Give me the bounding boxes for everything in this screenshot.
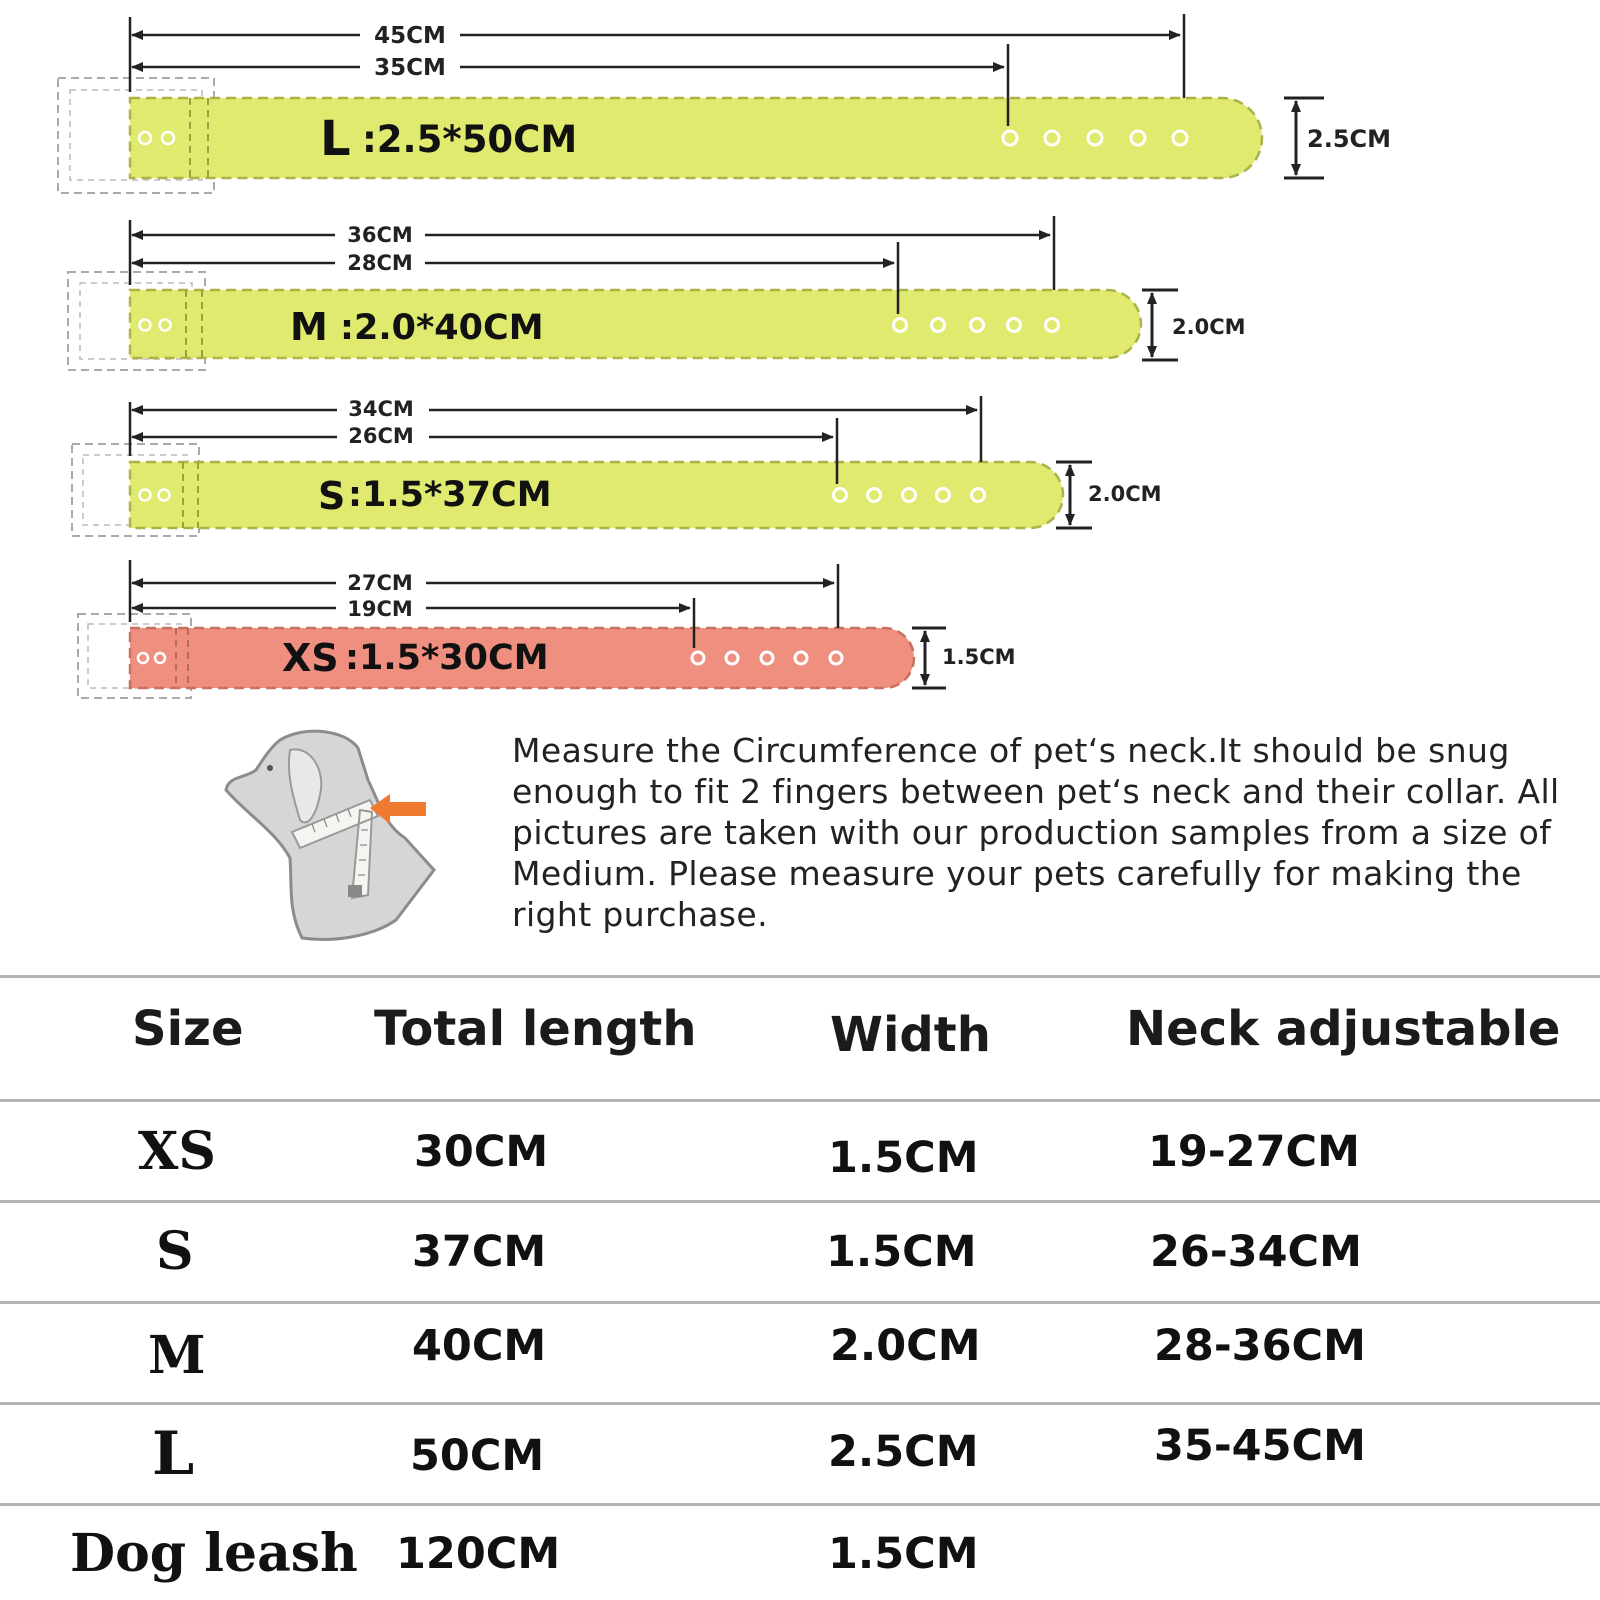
- dog-neck-measure-icon: [220, 720, 450, 950]
- collar-l-strap: [130, 98, 1262, 178]
- dimension-xs-max-label: 27CM: [347, 571, 413, 595]
- table-divider: [0, 1301, 1600, 1304]
- collar-m-spec: :2.0*40CM: [340, 308, 544, 348]
- row-leash-width: 1.5CM: [828, 1529, 979, 1579]
- row-s-length: 37CM: [412, 1227, 547, 1277]
- collar-l-size-letter: L: [320, 111, 351, 167]
- dimension-l-min-label: 35CM: [374, 55, 446, 81]
- measurement-instructions: Measure the Circumference of pet‘s neck.It should be snug enough to fit 2 fingers between pet‘s neck and their collar. All pictures are taken with our production samples from a size of Medium. Please measure your pets carefully for making the right purchase.: [512, 731, 1560, 934]
- row-l-length: 50CM: [410, 1431, 545, 1481]
- collar-l-spec: :2.5*50CM: [362, 118, 578, 161]
- dog-eye: [267, 765, 273, 771]
- row-leash-size: Dog leash: [70, 1523, 358, 1584]
- dimension-m-min-label: 28CM: [347, 251, 413, 275]
- row-l-size: L: [152, 1419, 195, 1489]
- row-m-size: M: [148, 1325, 206, 1386]
- row-s-neck: 26-34CM: [1150, 1227, 1362, 1277]
- collar-xs-size-letter: XS: [282, 636, 339, 680]
- table-divider: [0, 1099, 1600, 1102]
- collar-m-strap: [130, 290, 1141, 358]
- collar-m-size-letter: M: [290, 305, 328, 349]
- collar-s: [72, 395, 1162, 536]
- row-leash-length: 120CM: [396, 1529, 561, 1579]
- header-size: Size: [132, 1001, 244, 1057]
- table-divider: [0, 1200, 1600, 1203]
- row-s-width: 1.5CM: [826, 1227, 977, 1277]
- row-s-size: S: [156, 1221, 194, 1282]
- row-m-width: 2.0CM: [830, 1321, 981, 1371]
- row-xs-length: 30CM: [414, 1127, 549, 1177]
- table-divider: [0, 975, 1600, 978]
- header-width: Width: [830, 1007, 991, 1063]
- collar-size-diagram: [0, 0, 1600, 720]
- dimension-s-min-label: 26CM: [348, 424, 414, 448]
- collar-s-strap: [130, 462, 1063, 528]
- row-m-neck: 28-36CM: [1154, 1321, 1366, 1371]
- row-l-width: 2.5CM: [828, 1427, 979, 1477]
- collar-xs-width-dimension: [912, 628, 946, 688]
- row-l-neck: 35-45CM: [1154, 1421, 1366, 1471]
- collar-l: [58, 14, 1391, 193]
- collar-xs: [78, 560, 1016, 698]
- header-neck-adjustable: Neck adjustable: [1126, 1001, 1561, 1057]
- dimension-m-max-label: 36CM: [347, 223, 413, 247]
- dimension-s-max-label: 34CM: [348, 397, 414, 421]
- header-total-length: Total length: [374, 1001, 697, 1057]
- collar-m: [68, 216, 1246, 370]
- collar-s-width-label: 2.0CM: [1088, 482, 1162, 506]
- dimension-l-max-label: 45CM: [374, 23, 446, 49]
- collar-s-spec: :1.5*37CM: [348, 475, 552, 515]
- dimension-xs-min-label: 19CM: [347, 597, 413, 621]
- row-xs-size: XS: [138, 1121, 216, 1182]
- collar-m-width-label: 2.0CM: [1172, 315, 1246, 339]
- collar-xs-width-label: 1.5CM: [942, 645, 1016, 669]
- table-divider: [0, 1402, 1600, 1405]
- collar-l-width-label: 2.5CM: [1307, 125, 1392, 153]
- collar-xs-spec: :1.5*30CM: [345, 638, 549, 678]
- size-table: [0, 973, 1600, 1600]
- row-xs-width: 1.5CM: [828, 1133, 979, 1183]
- table-divider: [0, 1503, 1600, 1506]
- row-m-length: 40CM: [412, 1321, 547, 1371]
- collar-s-size-letter: S: [318, 474, 346, 518]
- row-xs-neck: 19-27CM: [1148, 1127, 1360, 1177]
